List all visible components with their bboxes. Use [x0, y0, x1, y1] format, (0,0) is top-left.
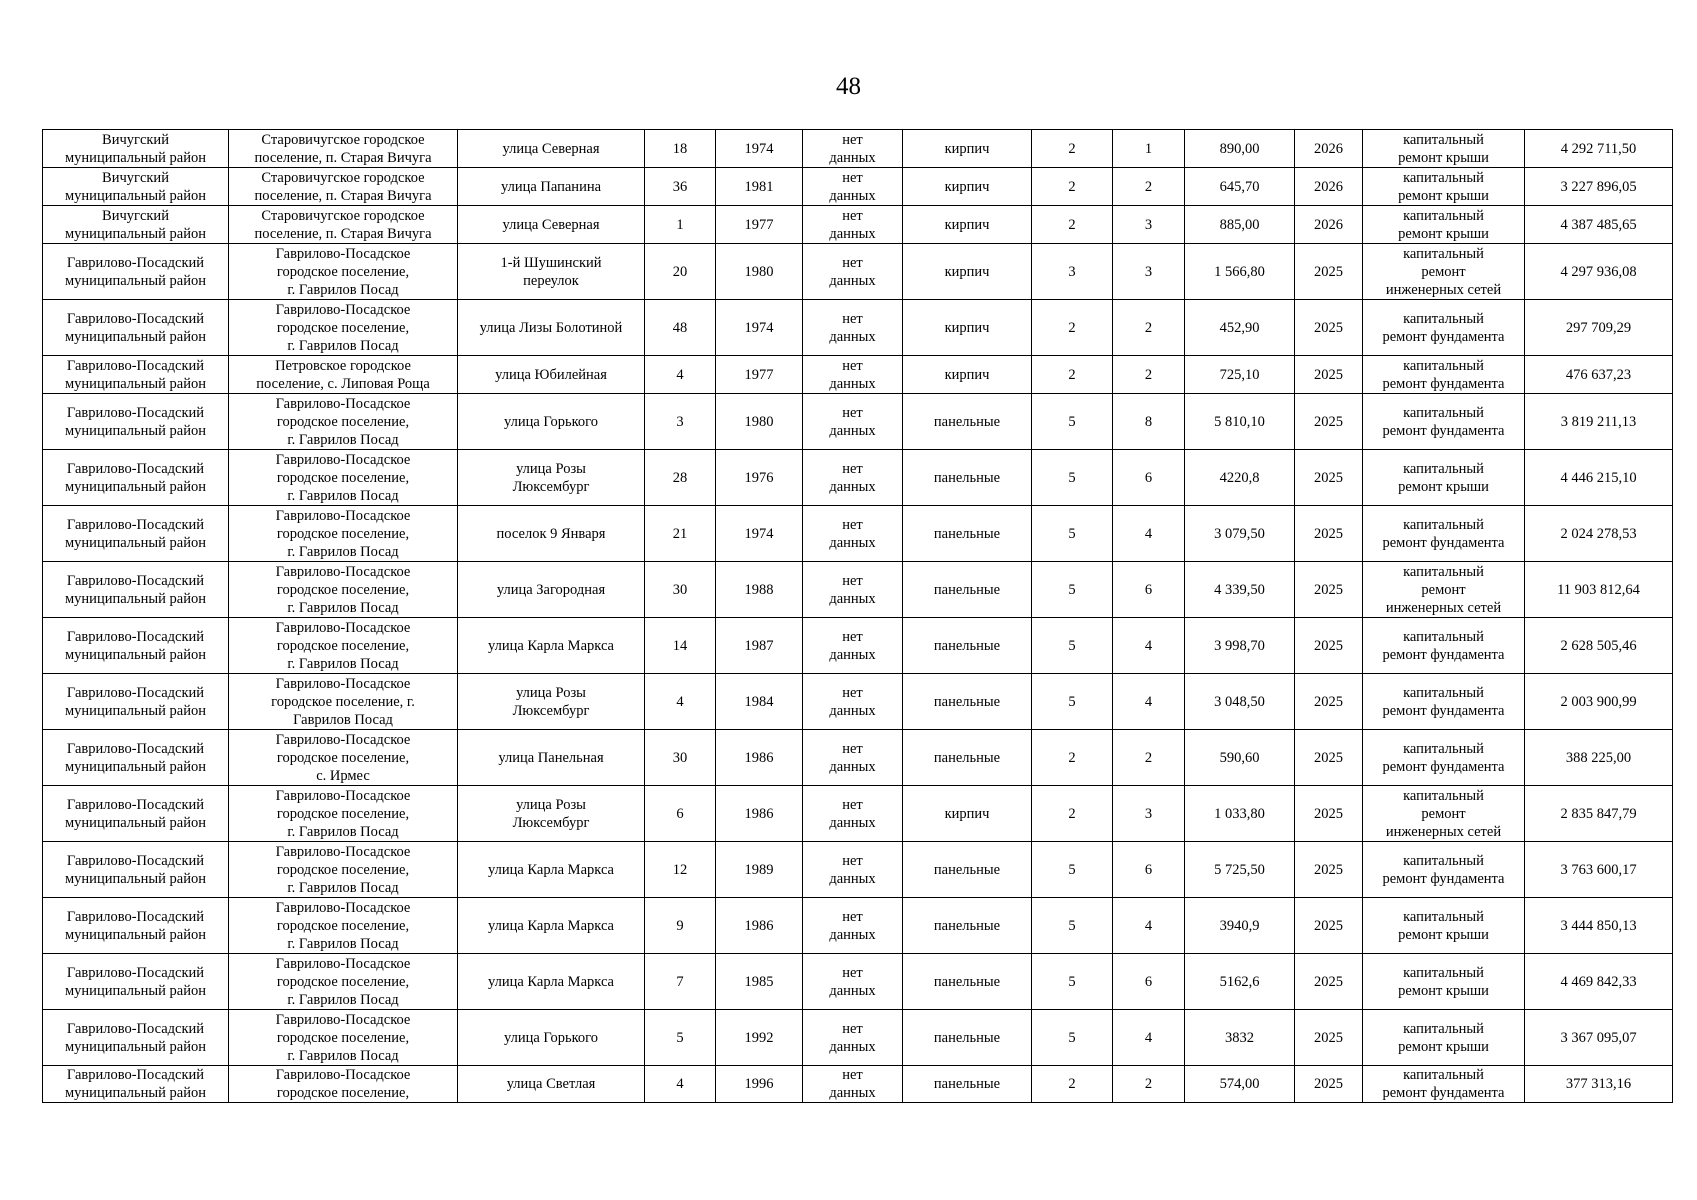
settlement-cell: Старовичугское городское поселение, п. Старая Вичуга: [229, 168, 458, 206]
table-row: [43, 356, 1673, 394]
street-cell: улица Карла Маркса: [458, 954, 645, 1010]
street-cell: улица Северная: [458, 206, 645, 244]
district-cell: Вичугский муниципальный район: [43, 168, 229, 206]
work-type-cell: капитальный ремонт крыши: [1363, 450, 1525, 506]
commissioning-cell: нет данных: [803, 786, 903, 842]
floors-cell: 2: [1032, 356, 1113, 394]
build-year-cell: 1977: [716, 356, 803, 394]
entrances-cell: 6: [1113, 954, 1185, 1010]
district-cell: Гаврилово-Посадский муниципальный район: [43, 506, 229, 562]
work-type-cell: капитальный ремонт крыши: [1363, 168, 1525, 206]
work-type-cell: капитальный ремонт крыши: [1363, 130, 1525, 168]
district-cell: Гаврилово-Посадский муниципальный район: [43, 618, 229, 674]
entrances-cell: 4: [1113, 506, 1185, 562]
house-number-cell: 4: [645, 1066, 716, 1103]
build-year-cell: 1986: [716, 786, 803, 842]
settlement-cell: Гаврилово-Посадское городское поселение, г. Гаврилов Посад: [229, 394, 458, 450]
area-cell: 590,60: [1185, 730, 1295, 786]
cost-cell: 4 469 842,33: [1525, 954, 1673, 1010]
wall-material-cell: панельные: [903, 954, 1032, 1010]
work-type-cell: капитальный ремонт инженерных сетей: [1363, 244, 1525, 300]
commissioning-cell: нет данных: [803, 842, 903, 898]
street-cell: улица Папанина: [458, 168, 645, 206]
table-row: [43, 842, 1673, 898]
entrances-cell: 3: [1113, 786, 1185, 842]
wall-material-cell: панельные: [903, 618, 1032, 674]
area-cell: 1 566,80: [1185, 244, 1295, 300]
wall-material-cell: панельные: [903, 898, 1032, 954]
settlement-cell: Старовичугское городское поселение, п. Старая Вичуга: [229, 206, 458, 244]
house-number-cell: 5: [645, 1010, 716, 1066]
area-cell: 645,70: [1185, 168, 1295, 206]
build-year-cell: 1986: [716, 898, 803, 954]
repair-year-cell: 2025: [1295, 244, 1363, 300]
repair-year-cell: 2025: [1295, 786, 1363, 842]
settlement-cell: Гаврилово-Посадское городское поселение, г. Гаврилов Посад: [229, 898, 458, 954]
build-year-cell: 1980: [716, 394, 803, 450]
house-number-cell: 28: [645, 450, 716, 506]
floors-cell: 2: [1032, 786, 1113, 842]
house-number-cell: 48: [645, 300, 716, 356]
area-cell: 725,10: [1185, 356, 1295, 394]
wall-material-cell: кирпич: [903, 206, 1032, 244]
street-cell: улица Розы Люксембург: [458, 450, 645, 506]
build-year-cell: 1992: [716, 1010, 803, 1066]
district-cell: Гаврилово-Посадский муниципальный район: [43, 786, 229, 842]
table-row: [43, 394, 1673, 450]
cost-cell: 11 903 812,64: [1525, 562, 1673, 618]
street-cell: улица Горького: [458, 1010, 645, 1066]
district-cell: Гаврилово-Посадский муниципальный район: [43, 1066, 229, 1103]
district-cell: Гаврилово-Посадский муниципальный район: [43, 450, 229, 506]
entrances-cell: 2: [1113, 730, 1185, 786]
area-cell: 890,00: [1185, 130, 1295, 168]
entrances-cell: 4: [1113, 1010, 1185, 1066]
table-body: [43, 130, 1673, 1103]
commissioning-cell: нет данных: [803, 356, 903, 394]
floors-cell: 5: [1032, 618, 1113, 674]
repair-year-cell: 2025: [1295, 356, 1363, 394]
commissioning-cell: нет данных: [803, 300, 903, 356]
wall-material-cell: кирпич: [903, 300, 1032, 356]
repair-year-cell: 2025: [1295, 842, 1363, 898]
entrances-cell: 1: [1113, 130, 1185, 168]
street-cell: 1-й Шушинский переулок: [458, 244, 645, 300]
house-number-cell: 9: [645, 898, 716, 954]
cost-cell: 2 835 847,79: [1525, 786, 1673, 842]
work-type-cell: капитальный ремонт крыши: [1363, 1010, 1525, 1066]
settlement-cell: Гаврилово-Посадское городское поселение, с. Ирмес: [229, 730, 458, 786]
street-cell: улица Лизы Болотиной: [458, 300, 645, 356]
cost-cell: 4 387 485,65: [1525, 206, 1673, 244]
commissioning-cell: нет данных: [803, 730, 903, 786]
settlement-cell: Гаврилово-Посадское городское поселение, г. Гаврилов Посад: [229, 674, 458, 730]
work-type-cell: капитальный ремонт фундамента: [1363, 394, 1525, 450]
floors-cell: 2: [1032, 730, 1113, 786]
entrances-cell: 6: [1113, 450, 1185, 506]
floors-cell: 5: [1032, 842, 1113, 898]
repair-year-cell: 2025: [1295, 450, 1363, 506]
settlement-cell: Гаврилово-Посадское городское поселение, г. Гаврилов Посад: [229, 618, 458, 674]
area-cell: 574,00: [1185, 1066, 1295, 1103]
floors-cell: 5: [1032, 506, 1113, 562]
work-type-cell: капитальный ремонт фундамента: [1363, 356, 1525, 394]
wall-material-cell: кирпич: [903, 168, 1032, 206]
cost-cell: 2 003 900,99: [1525, 674, 1673, 730]
work-type-cell: капитальный ремонт фундамента: [1363, 842, 1525, 898]
floors-cell: 2: [1032, 1066, 1113, 1103]
area-cell: 3 079,50: [1185, 506, 1295, 562]
settlement-cell: Гаврилово-Посадское городское поселение, г. Гаврилов Посад: [229, 300, 458, 356]
repair-year-cell: 2025: [1295, 954, 1363, 1010]
table-row: [43, 206, 1673, 244]
work-type-cell: капитальный ремонт инженерных сетей: [1363, 786, 1525, 842]
wall-material-cell: панельные: [903, 1010, 1032, 1066]
table-row: [43, 954, 1673, 1010]
repair-year-cell: 2025: [1295, 1010, 1363, 1066]
entrances-cell: 6: [1113, 562, 1185, 618]
street-cell: улица Карла Маркса: [458, 618, 645, 674]
house-number-cell: 14: [645, 618, 716, 674]
work-type-cell: капитальный ремонт фундамента: [1363, 674, 1525, 730]
build-year-cell: 1984: [716, 674, 803, 730]
street-cell: улица Розы Люксембург: [458, 674, 645, 730]
work-type-cell: капитальный ремонт крыши: [1363, 206, 1525, 244]
table-row: [43, 562, 1673, 618]
table-row: [43, 168, 1673, 206]
floors-cell: 2: [1032, 206, 1113, 244]
house-number-cell: 18: [645, 130, 716, 168]
build-year-cell: 1986: [716, 730, 803, 786]
settlement-cell: Гаврилово-Посадское городское поселение, г. Гаврилов Посад: [229, 786, 458, 842]
build-year-cell: 1987: [716, 618, 803, 674]
floors-cell: 3: [1032, 244, 1113, 300]
commissioning-cell: нет данных: [803, 450, 903, 506]
commissioning-cell: нет данных: [803, 394, 903, 450]
house-number-cell: 20: [645, 244, 716, 300]
street-cell: поселок 9 Января: [458, 506, 645, 562]
wall-material-cell: панельные: [903, 394, 1032, 450]
house-number-cell: 36: [645, 168, 716, 206]
cost-cell: 4 446 215,10: [1525, 450, 1673, 506]
housing-repair-table: [42, 129, 1673, 1103]
build-year-cell: 1980: [716, 244, 803, 300]
settlement-cell: Гаврилово-Посадское городское поселение, г. Гаврилов Посад: [229, 1010, 458, 1066]
table-row: [43, 730, 1673, 786]
table-row: [43, 674, 1673, 730]
district-cell: Гаврилово-Посадский муниципальный район: [43, 394, 229, 450]
repair-year-cell: 2026: [1295, 130, 1363, 168]
district-cell: Гаврилово-Посадский муниципальный район: [43, 954, 229, 1010]
wall-material-cell: панельные: [903, 730, 1032, 786]
cost-cell: 3 367 095,07: [1525, 1010, 1673, 1066]
settlement-cell: Гаврилово-Посадское городское поселение, г. Гаврилов Посад: [229, 562, 458, 618]
area-cell: 5 725,50: [1185, 842, 1295, 898]
entrances-cell: 4: [1113, 898, 1185, 954]
entrances-cell: 2: [1113, 356, 1185, 394]
street-cell: улица Загородная: [458, 562, 645, 618]
wall-material-cell: панельные: [903, 450, 1032, 506]
area-cell: 452,90: [1185, 300, 1295, 356]
entrances-cell: 6: [1113, 842, 1185, 898]
house-number-cell: 7: [645, 954, 716, 1010]
repair-year-cell: 2025: [1295, 730, 1363, 786]
table-row: [43, 130, 1673, 168]
commissioning-cell: нет данных: [803, 206, 903, 244]
wall-material-cell: кирпич: [903, 356, 1032, 394]
commissioning-cell: нет данных: [803, 618, 903, 674]
build-year-cell: 1989: [716, 842, 803, 898]
street-cell: улица Розы Люксембург: [458, 786, 645, 842]
cost-cell: 377 313,16: [1525, 1066, 1673, 1103]
table-row: [43, 450, 1673, 506]
area-cell: 5 810,10: [1185, 394, 1295, 450]
work-type-cell: капитальный ремонт фундамента: [1363, 300, 1525, 356]
floors-cell: 2: [1032, 168, 1113, 206]
house-number-cell: 3: [645, 394, 716, 450]
commissioning-cell: нет данных: [803, 954, 903, 1010]
build-year-cell: 1976: [716, 450, 803, 506]
wall-material-cell: панельные: [903, 562, 1032, 618]
district-cell: Вичугский муниципальный район: [43, 130, 229, 168]
work-type-cell: капитальный ремонт фундамента: [1363, 618, 1525, 674]
floors-cell: 5: [1032, 450, 1113, 506]
build-year-cell: 1974: [716, 506, 803, 562]
work-type-cell: капитальный ремонт фундамента: [1363, 506, 1525, 562]
settlement-cell: Гаврилово-Посадское городское поселение, г. Гаврилов Посад: [229, 954, 458, 1010]
floors-cell: 2: [1032, 300, 1113, 356]
repair-year-cell: 2025: [1295, 394, 1363, 450]
wall-material-cell: панельные: [903, 506, 1032, 562]
commissioning-cell: нет данных: [803, 1066, 903, 1103]
table-row: [43, 898, 1673, 954]
house-number-cell: 30: [645, 730, 716, 786]
house-number-cell: 4: [645, 674, 716, 730]
floors-cell: 2: [1032, 130, 1113, 168]
repair-year-cell: 2026: [1295, 168, 1363, 206]
settlement-cell: Гаврилово-Посадское городское поселение, г. Гаврилов Посад: [229, 244, 458, 300]
table-row: [43, 618, 1673, 674]
street-cell: улица Юбилейная: [458, 356, 645, 394]
street-cell: улица Карла Маркса: [458, 898, 645, 954]
work-type-cell: капитальный ремонт фундамента: [1363, 1066, 1525, 1103]
street-cell: улица Светлая: [458, 1066, 645, 1103]
entrances-cell: 3: [1113, 206, 1185, 244]
district-cell: Гаврилово-Посадский муниципальный район: [43, 356, 229, 394]
build-year-cell: 1974: [716, 300, 803, 356]
settlement-cell: Гаврилово-Посадское городское поселение, г. Гаврилов Посад: [229, 842, 458, 898]
area-cell: 3 998,70: [1185, 618, 1295, 674]
settlement-cell: Петровское городское поселение, с. Липовая Роща: [229, 356, 458, 394]
settlement-cell: Гаврилово-Посадское городское поселение,: [229, 1066, 458, 1103]
street-cell: улица Горького: [458, 394, 645, 450]
build-year-cell: 1974: [716, 130, 803, 168]
district-cell: Гаврилово-Посадский муниципальный район: [43, 730, 229, 786]
commissioning-cell: нет данных: [803, 506, 903, 562]
work-type-cell: капитальный ремонт фундамента: [1363, 730, 1525, 786]
entrances-cell: 3: [1113, 244, 1185, 300]
floors-cell: 5: [1032, 898, 1113, 954]
district-cell: Гаврилово-Посадский муниципальный район: [43, 898, 229, 954]
house-number-cell: 4: [645, 356, 716, 394]
repair-year-cell: 2025: [1295, 618, 1363, 674]
entrances-cell: 2: [1113, 1066, 1185, 1103]
wall-material-cell: панельные: [903, 842, 1032, 898]
house-number-cell: 1: [645, 206, 716, 244]
build-year-cell: 1985: [716, 954, 803, 1010]
cost-cell: 3 227 896,05: [1525, 168, 1673, 206]
repair-year-cell: 2025: [1295, 300, 1363, 356]
floors-cell: 5: [1032, 562, 1113, 618]
cost-cell: 3 763 600,17: [1525, 842, 1673, 898]
cost-cell: 388 225,00: [1525, 730, 1673, 786]
cost-cell: 3 819 211,13: [1525, 394, 1673, 450]
commissioning-cell: нет данных: [803, 1010, 903, 1066]
floors-cell: 5: [1032, 394, 1113, 450]
commissioning-cell: нет данных: [803, 130, 903, 168]
table-row: [43, 1066, 1673, 1103]
area-cell: 885,00: [1185, 206, 1295, 244]
area-cell: 1 033,80: [1185, 786, 1295, 842]
district-cell: Гаврилово-Посадский муниципальный район: [43, 674, 229, 730]
commissioning-cell: нет данных: [803, 244, 903, 300]
area-cell: 5162,6: [1185, 954, 1295, 1010]
floors-cell: 5: [1032, 674, 1113, 730]
commissioning-cell: нет данных: [803, 898, 903, 954]
repair-year-cell: 2026: [1295, 206, 1363, 244]
street-cell: улица Северная: [458, 130, 645, 168]
repair-year-cell: 2025: [1295, 674, 1363, 730]
table-row: [43, 244, 1673, 300]
house-number-cell: 30: [645, 562, 716, 618]
wall-material-cell: кирпич: [903, 130, 1032, 168]
district-cell: Гаврилово-Посадский муниципальный район: [43, 1010, 229, 1066]
cost-cell: 4 297 936,08: [1525, 244, 1673, 300]
area-cell: 4220,8: [1185, 450, 1295, 506]
wall-material-cell: кирпич: [903, 244, 1032, 300]
commissioning-cell: нет данных: [803, 168, 903, 206]
house-number-cell: 6: [645, 786, 716, 842]
district-cell: Гаврилово-Посадский муниципальный район: [43, 300, 229, 356]
entrances-cell: 2: [1113, 168, 1185, 206]
table-row: [43, 300, 1673, 356]
floors-cell: 5: [1032, 954, 1113, 1010]
table-row: [43, 786, 1673, 842]
cost-cell: 297 709,29: [1525, 300, 1673, 356]
cost-cell: 3 444 850,13: [1525, 898, 1673, 954]
entrances-cell: 4: [1113, 618, 1185, 674]
repair-year-cell: 2025: [1295, 562, 1363, 618]
district-cell: Гаврилово-Посадский муниципальный район: [43, 244, 229, 300]
area-cell: 3940,9: [1185, 898, 1295, 954]
build-year-cell: 1977: [716, 206, 803, 244]
work-type-cell: капитальный ремонт инженерных сетей: [1363, 562, 1525, 618]
wall-material-cell: панельные: [903, 1066, 1032, 1103]
repair-year-cell: 2025: [1295, 1066, 1363, 1103]
table-row: [43, 506, 1673, 562]
page-number: 48: [836, 73, 861, 100]
table-row: [43, 1010, 1673, 1066]
cost-cell: 4 292 711,50: [1525, 130, 1673, 168]
area-cell: 3832: [1185, 1010, 1295, 1066]
wall-material-cell: панельные: [903, 674, 1032, 730]
wall-material-cell: кирпич: [903, 786, 1032, 842]
build-year-cell: 1988: [716, 562, 803, 618]
work-type-cell: капитальный ремонт крыши: [1363, 898, 1525, 954]
district-cell: Гаврилово-Посадский муниципальный район: [43, 842, 229, 898]
settlement-cell: Гаврилово-Посадское городское поселение, г. Гаврилов Посад: [229, 450, 458, 506]
house-number-cell: 21: [645, 506, 716, 562]
street-cell: улица Панельная: [458, 730, 645, 786]
work-type-cell: капитальный ремонт крыши: [1363, 954, 1525, 1010]
district-cell: Вичугский муниципальный район: [43, 206, 229, 244]
entrances-cell: 8: [1113, 394, 1185, 450]
area-cell: 4 339,50: [1185, 562, 1295, 618]
street-cell: улица Карла Маркса: [458, 842, 645, 898]
repair-year-cell: 2025: [1295, 506, 1363, 562]
cost-cell: 2 024 278,53: [1525, 506, 1673, 562]
district-cell: Гаврилово-Посадский муниципальный район: [43, 562, 229, 618]
floors-cell: 5: [1032, 1010, 1113, 1066]
cost-cell: 476 637,23: [1525, 356, 1673, 394]
cost-cell: 2 628 505,46: [1525, 618, 1673, 674]
commissioning-cell: нет данных: [803, 562, 903, 618]
area-cell: 3 048,50: [1185, 674, 1295, 730]
house-number-cell: 12: [645, 842, 716, 898]
settlement-cell: Гаврилово-Посадское городское поселение, г. Гаврилов Посад: [229, 506, 458, 562]
build-year-cell: 1981: [716, 168, 803, 206]
entrances-cell: 2: [1113, 300, 1185, 356]
entrances-cell: 4: [1113, 674, 1185, 730]
build-year-cell: 1996: [716, 1066, 803, 1103]
commissioning-cell: нет данных: [803, 674, 903, 730]
repair-year-cell: 2025: [1295, 898, 1363, 954]
settlement-cell: Старовичугское городское поселение, п. Старая Вичуга: [229, 130, 458, 168]
